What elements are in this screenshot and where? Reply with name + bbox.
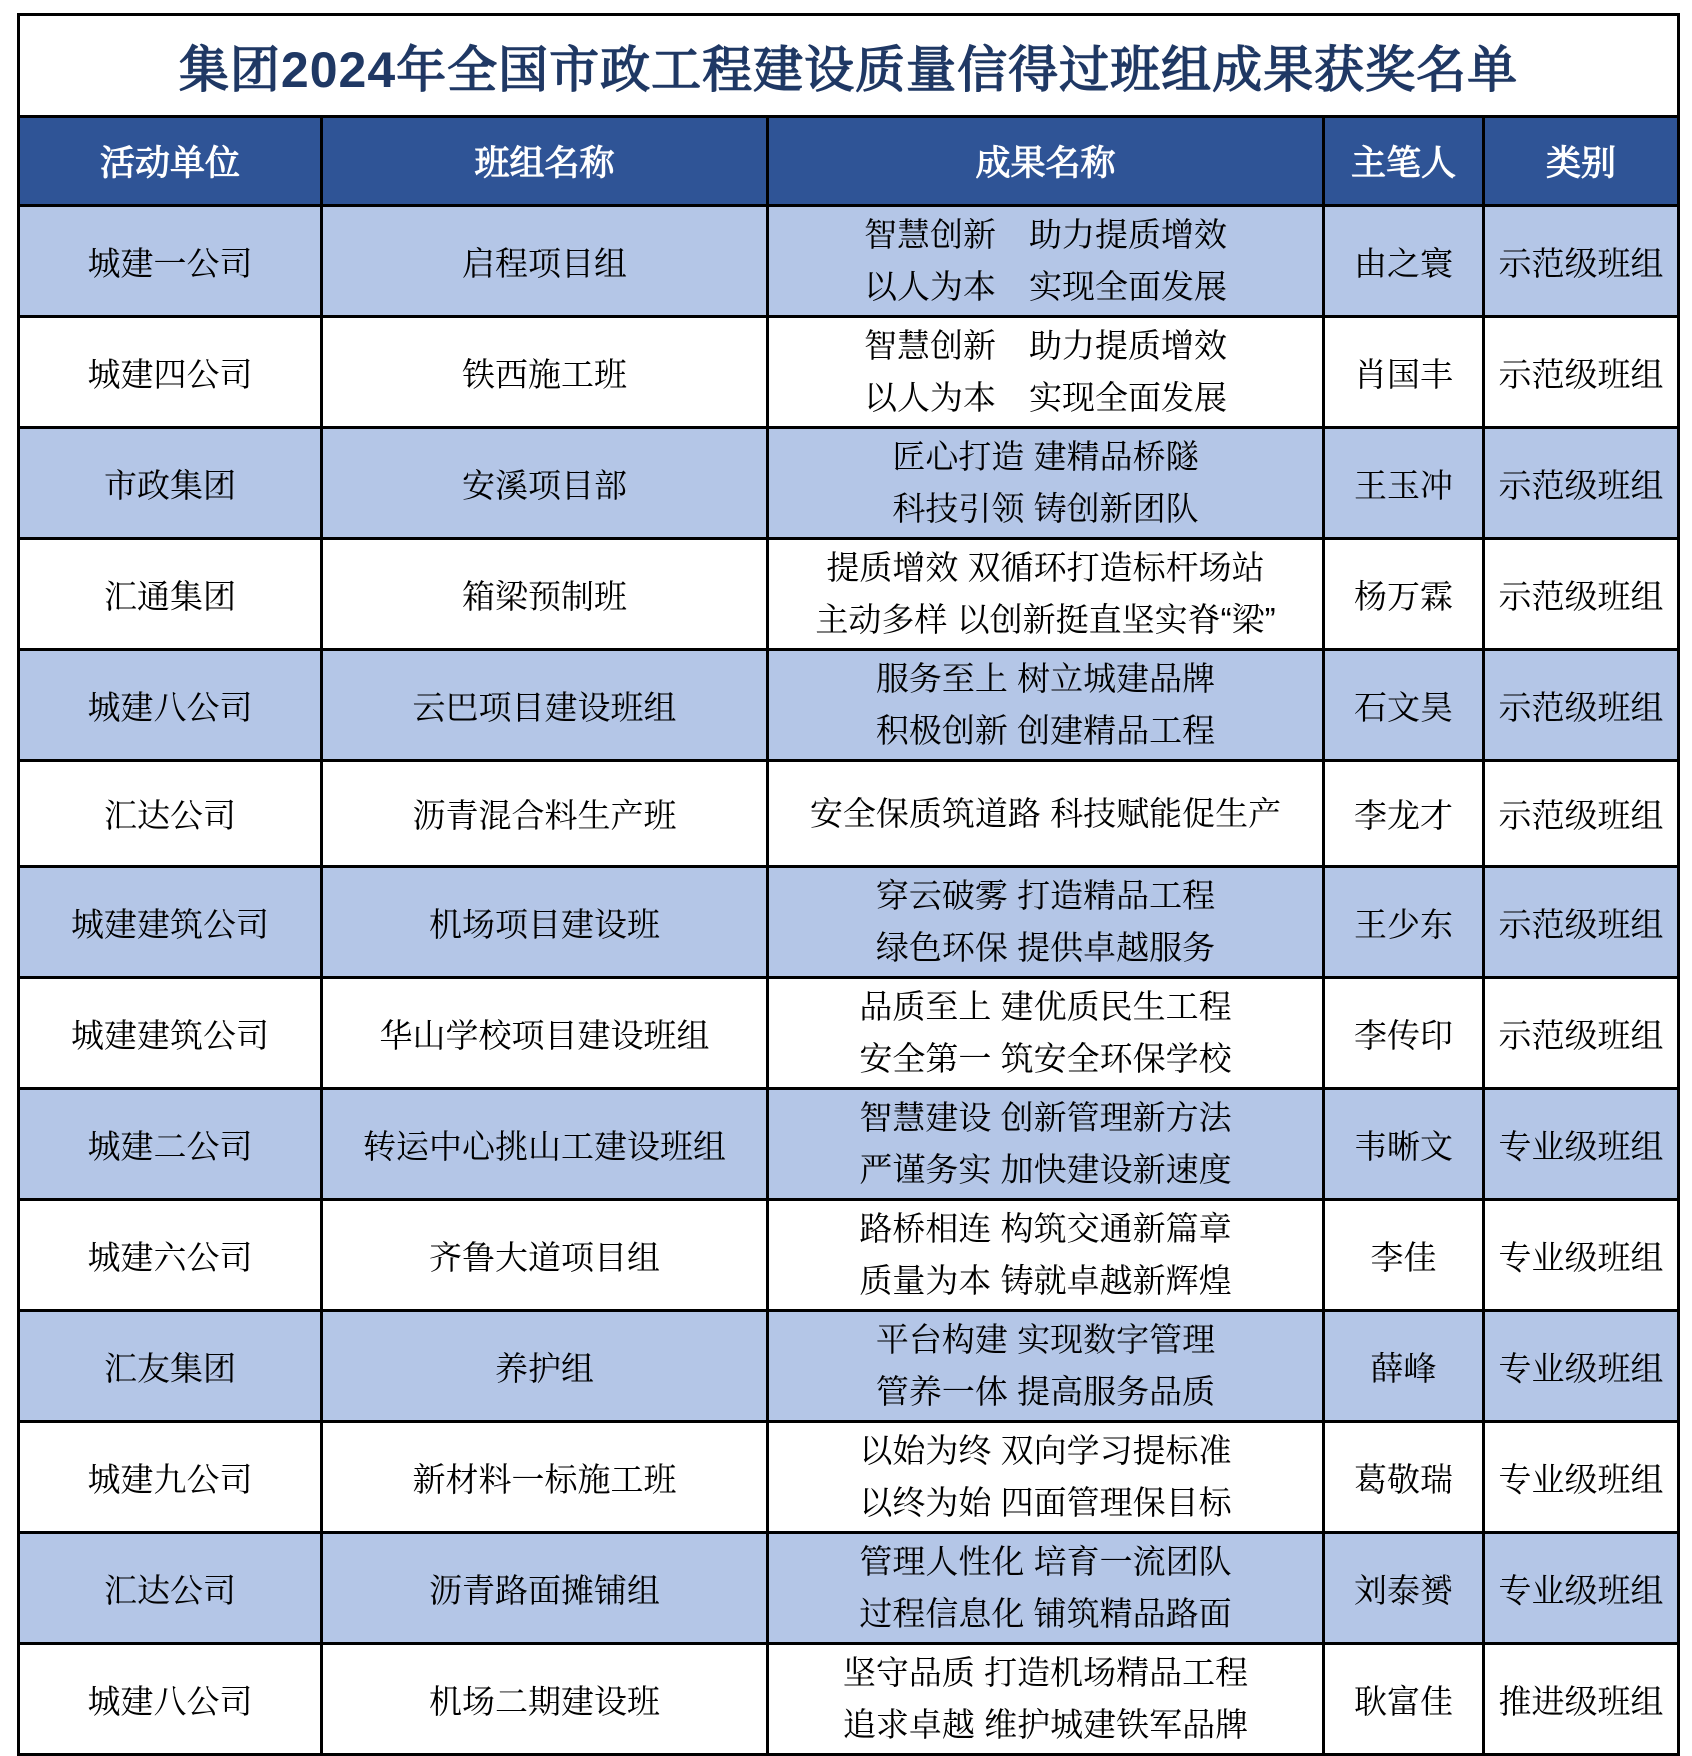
unit-cell: 城建九公司 [19,1422,322,1533]
unit-cell: 城建建筑公司 [19,978,322,1089]
unit-cell: 城建六公司 [19,1200,322,1311]
achievement-line: 智慧创新 助力提质增效 [864,327,1227,364]
achievement-cell [768,1422,1324,1533]
unit-cell: 汇友集团 [19,1311,322,1422]
category-cell: 专业级班组 [1484,1533,1679,1644]
table-row [19,428,1679,539]
unit-cell: 城建一公司 [19,206,322,317]
table-row [19,1422,1679,1533]
table-row [19,317,1679,428]
category-cell: 示范级班组 [1484,650,1679,761]
achievement-line: 过程信息化 铺筑精品路面 [859,1595,1232,1632]
achievement-line: 穿云破雾 打造精品工程 [875,877,1216,914]
achievement-line: 坚守品质 打造机场精品工程 [842,1654,1249,1691]
category-cell: 专业级班组 [1484,1422,1679,1533]
unit-cell: 汇达公司 [19,761,322,867]
page-title: 集团2024年全国市政工程建设质量信得过班组成果获奖名单 [19,15,1679,117]
achievement-line: 以始为终 双向学习提标准 [859,1432,1232,1469]
unit-cell: 城建建筑公司 [19,867,322,978]
category-cell: 示范级班组 [1484,539,1679,650]
achievement-line: 管养一体 提高服务品质 [875,1373,1216,1410]
achievement-cell [768,1200,1324,1311]
author-cell: 李龙才 [1324,761,1484,867]
achievement-line: 服务至上 树立城建品牌 [875,660,1216,697]
achievement-line: 品质至上 建优质民生工程 [859,988,1232,1025]
author-cell: 王玉冲 [1324,428,1484,539]
team-cell: 沥青路面摊铺组 [322,1533,768,1644]
unit-cell: 城建二公司 [19,1089,322,1200]
table-row [19,978,1679,1089]
unit-cell: 汇通集团 [19,539,322,650]
category-cell: 示范级班组 [1484,317,1679,428]
team-cell: 启程项目组 [322,206,768,317]
title-row [19,15,1679,117]
table-row [19,1089,1679,1200]
achievement-line: 以人为本 实现全面发展 [864,268,1227,305]
author-cell: 刘泰赟 [1324,1533,1484,1644]
team-cell: 机场二期建设班 [322,1644,768,1755]
author-cell: 杨万霖 [1324,539,1484,650]
category-cell: 示范级班组 [1484,978,1679,1089]
achievement-line: 以终为始 四面管理保目标 [859,1484,1232,1521]
table-body [19,206,1679,1755]
achievement-line: 积极创新 创建精品工程 [875,712,1216,749]
column-header-achievement: 成果名称 [768,117,1324,206]
team-cell: 转运中心挑山工建设班组 [322,1089,768,1200]
author-cell: 薛峰 [1324,1311,1484,1422]
achievement-cell [768,1089,1324,1200]
author-cell: 由之寰 [1324,206,1484,317]
category-cell: 示范级班组 [1484,206,1679,317]
team-cell: 新材料一标施工班 [322,1422,768,1533]
category-cell: 专业级班组 [1484,1089,1679,1200]
achievement-line: 质量为本 铸就卓越新辉煌 [859,1262,1232,1299]
achievement-line: 路桥相连 构筑交通新篇章 [859,1210,1232,1247]
team-cell: 齐鲁大道项目组 [322,1200,768,1311]
author-cell: 石文昊 [1324,650,1484,761]
achievement-cell [768,206,1324,317]
achievement-line: 管理人性化 培育一流团队 [859,1543,1232,1580]
column-header-team: 班组名称 [322,117,768,206]
achievement-line: 平台构建 实现数字管理 [875,1321,1216,1358]
team-cell: 养护组 [322,1311,768,1422]
table-row [19,867,1679,978]
team-cell: 沥青混合料生产班 [322,761,768,867]
achievement-cell [768,867,1324,978]
achievement-line: 科技引领 铸创新团队 [892,490,1199,527]
column-header-author: 主笔人 [1324,117,1484,206]
achievement-cell [768,428,1324,539]
team-cell: 安溪项目部 [322,428,768,539]
author-cell: 李传印 [1324,978,1484,1089]
achievement-line: 匠心打造 建精品桥隧 [892,438,1199,475]
category-cell: 示范级班组 [1484,867,1679,978]
achievement-line: 智慧建设 创新管理新方法 [859,1099,1232,1136]
awards-table [17,13,1680,1756]
author-cell: 耿富佳 [1324,1644,1484,1755]
author-cell: 肖国丰 [1324,317,1484,428]
achievement-line: 智慧创新 助力提质增效 [864,216,1227,253]
unit-cell: 城建四公司 [19,317,322,428]
achievement-line: 追求卓越 维护城建铁军品牌 [842,1706,1249,1743]
team-cell: 铁西施工班 [322,317,768,428]
team-cell: 华山学校项目建设班组 [322,978,768,1089]
achievement-cell [768,1644,1324,1755]
achievement-line: 以人为本 实现全面发展 [864,379,1227,416]
team-cell: 机场项目建设班 [322,867,768,978]
category-cell: 推进级班组 [1484,1644,1679,1755]
table-row [19,1533,1679,1644]
author-cell: 韦晰文 [1324,1089,1484,1200]
table-row [19,206,1679,317]
category-cell: 专业级班组 [1484,1200,1679,1311]
table-row [19,539,1679,650]
unit-cell: 市政集团 [19,428,322,539]
team-cell: 云巴项目建设班组 [322,650,768,761]
author-cell: 李佳 [1324,1200,1484,1311]
unit-cell: 城建八公司 [19,650,322,761]
achievement-cell [768,978,1324,1089]
category-cell: 示范级班组 [1484,761,1679,867]
achievement-cell [768,1533,1324,1644]
unit-cell: 城建八公司 [19,1644,322,1755]
achievement-cell [768,539,1324,650]
column-header-unit: 活动单位 [19,117,322,206]
achievement-cell [768,1311,1324,1422]
achievement-line: 安全第一 筑安全环保学校 [859,1040,1232,1077]
column-header-category: 类别 [1484,117,1679,206]
table-row [19,1311,1679,1422]
achievement-cell [768,761,1324,867]
table-row [19,1644,1679,1755]
achievement-cell [768,317,1324,428]
category-cell: 示范级班组 [1484,428,1679,539]
team-cell: 箱梁预制班 [322,539,768,650]
achievement-line: 提质增效 双循环打造标杆场站 [826,549,1265,586]
author-cell: 王少东 [1324,867,1484,978]
table-row [19,650,1679,761]
category-cell: 专业级班组 [1484,1311,1679,1422]
table-row [19,761,1679,867]
unit-cell: 汇达公司 [19,1533,322,1644]
achievement-cell [768,650,1324,761]
author-cell: 葛敬瑞 [1324,1422,1484,1533]
achievement-line: 安全保质筑道路 科技赋能促生产 [809,794,1282,832]
achievement-line: 绿色环保 提供卓越服务 [875,929,1216,966]
achievement-line: 主动多样 以创新挺直坚实脊“梁” [815,601,1276,638]
achievement-line: 严谨务实 加快建设新速度 [859,1151,1232,1188]
table-row [19,1200,1679,1311]
header-row [19,117,1679,206]
